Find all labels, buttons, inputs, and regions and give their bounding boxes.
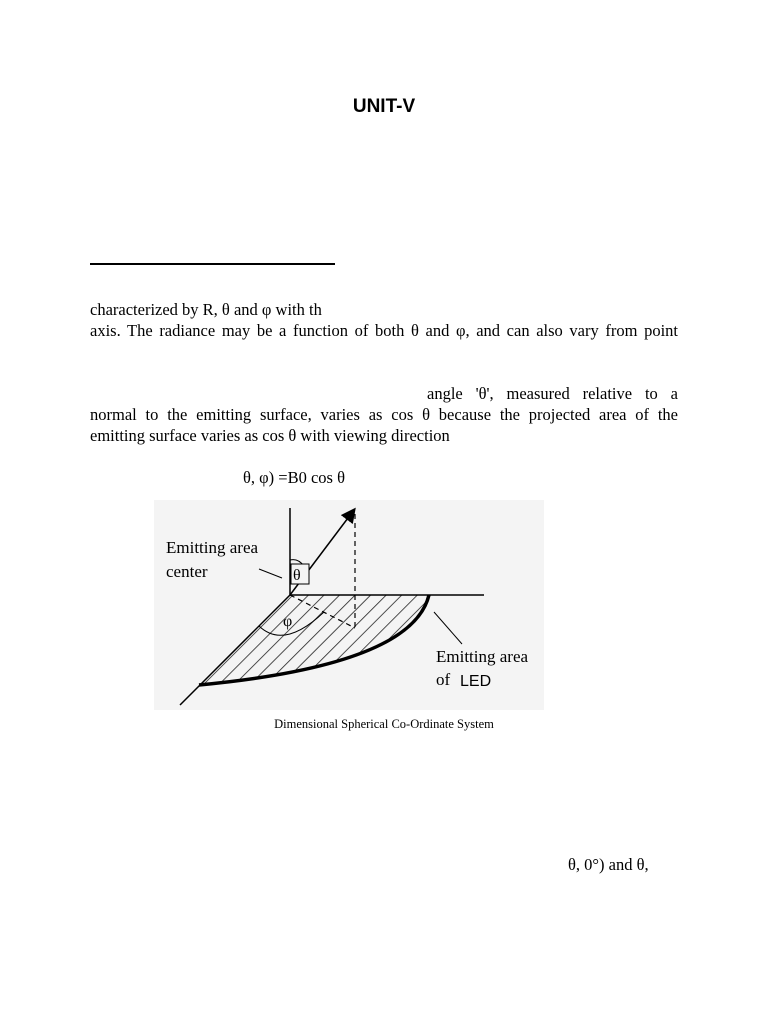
- paragraph-line-3: angle 'θ', measured relative to a: [427, 384, 678, 403]
- paragraph-line-5: emitting surface varies as cos θ with viewing direction: [90, 426, 450, 445]
- paragraph-line-2: axis. The radiance may be a function of both θ and φ, and can also vary from point: [90, 321, 678, 340]
- emitting-area-center-label-line1: Emitting area: [166, 538, 259, 557]
- emitting-area-led-label-line1: Emitting area: [436, 647, 529, 666]
- emitting-area-center-label-line2: center: [166, 562, 208, 581]
- paragraph-line-4: normal to the emitting surface, varies as cos θ because the projected area of the: [90, 405, 678, 424]
- paragraph-line-1: characterized by R, θ and φ with th: [90, 300, 322, 319]
- spherical-coordinate-figure: [154, 500, 544, 710]
- figure-caption: Dimensional Spherical Co-Ordinate System: [274, 717, 494, 731]
- emitting-area-led-label-of: of: [436, 670, 451, 689]
- page-title: UNIT-V: [352, 96, 416, 117]
- bottom-line-fragment: θ, 0°) and θ,: [568, 855, 649, 874]
- horizontal-rule: [90, 263, 335, 265]
- emitting-area-led-label-led: LED: [460, 673, 492, 690]
- equation: θ, φ) =B0 cos θ: [243, 468, 346, 487]
- theta-label: θ: [293, 567, 301, 584]
- phi-label: φ: [283, 613, 293, 630]
